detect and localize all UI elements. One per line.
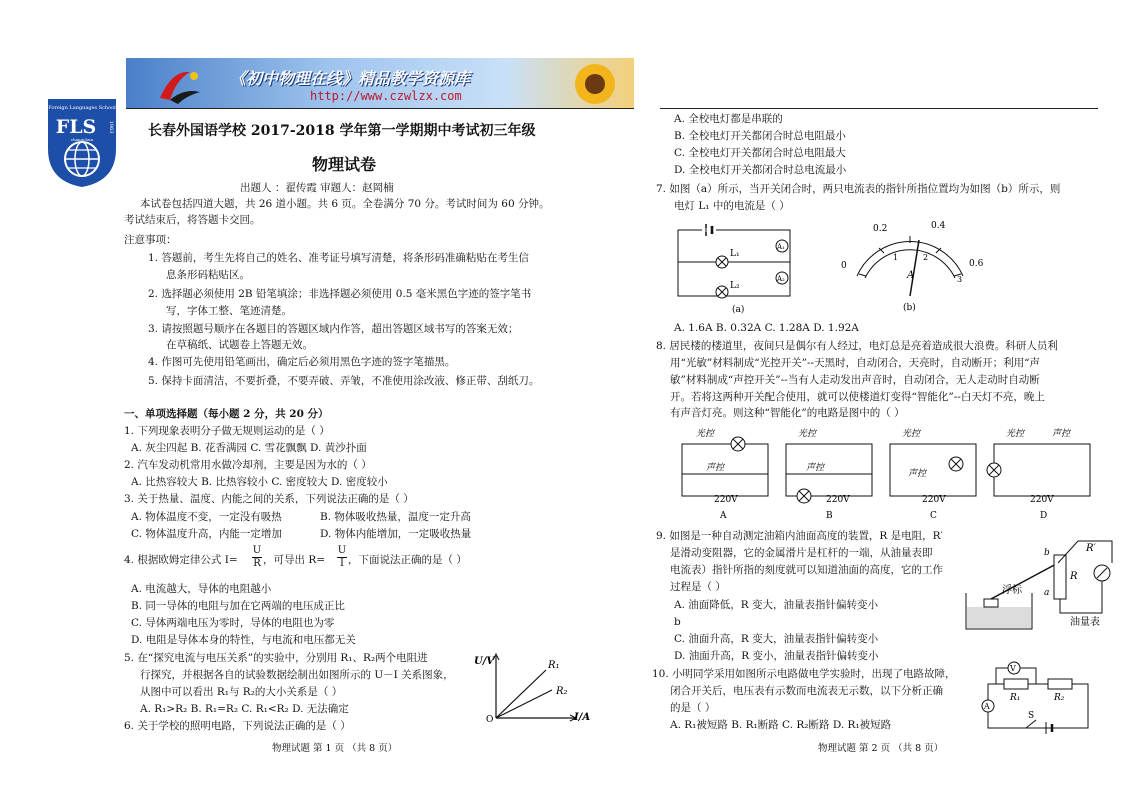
footer-left: 物理试题 第 1 页 （共 8 页） — [272, 743, 398, 754]
svg-text:R₂: R₂ — [1054, 693, 1065, 703]
svg-text:A₁: A₁ — [777, 243, 785, 251]
svg-text:1: 1 — [893, 253, 899, 262]
svg-text:A₂: A₂ — [777, 275, 785, 283]
svg-text:(a): (a) — [732, 305, 745, 315]
svg-text:220V: 220V — [922, 495, 946, 505]
q10-circuit — [980, 660, 1098, 736]
svg-text:2: 2 — [923, 253, 929, 262]
svg-text:声控: 声控 — [706, 463, 725, 473]
q6-option-b: B. 全校电灯开关都闭合时总电阻最小 — [674, 130, 846, 142]
svg-text:0.4: 0.4 — [931, 221, 946, 231]
notice-1a: 1. 答题前，考生先将自己的姓名、准考证号填写清楚，将条形码准确粘贴在考生信 — [148, 252, 529, 264]
svg-text:V: V — [1010, 664, 1016, 673]
q8-circuits — [676, 424, 1096, 520]
banner-url: http://www.czwlzx.com — [310, 89, 462, 103]
notice-4: 4. 作图可先使用铅笔画出，确定后必须用黑色字迹的签字笔描黑。 — [148, 356, 456, 368]
exam-title: 长春外国语学校 2017-2018 学年第一学期期中考试初三年级 — [148, 123, 536, 139]
notice-2b: 写，字体工整、笔迹清楚。 — [166, 305, 292, 317]
q8-line5: 有声音灯亮。则这种“智能化”的电路是图中的（ ） — [670, 407, 905, 419]
svg-text:(b): (b) — [903, 303, 916, 313]
q3-stem: 3. 关于热量、温度、内能之间的关系，下列说法正确的是（ ） — [124, 493, 414, 505]
q5-ui-graph — [472, 650, 592, 722]
svg-text:a: a — [1044, 588, 1050, 598]
q9-option-a: A. 油面降低，R 变大，油量表指针偏转变小 — [674, 599, 879, 611]
q2-stem: 2. 汽车发动机常用水做冷却剂，主要是因为水的（ ） — [124, 459, 372, 471]
banner-title: 《初中物理在线》精品教学资源库 — [230, 69, 471, 88]
q9-line3: 电流表）指针所指的刻度就可以知道油面的高度，它的工作 — [670, 564, 943, 576]
svg-text:0.2: 0.2 — [873, 224, 888, 234]
svg-text:220V: 220V — [1030, 495, 1054, 505]
q4-stem-a: 4. 根据欧姆定律公式 I= — [124, 554, 238, 566]
svg-text:B: B — [826, 511, 833, 520]
banner-logo-icon — [150, 62, 205, 106]
footer-right: 物理试题 第 2 页 （共 8 页） — [818, 743, 944, 754]
q9-option-d: D. 油面升高，R 变小，油量表指针偏转变小 — [674, 650, 879, 662]
q7-options: A. 1.6A B. 0.32A C. 1.28A D. 1.92A — [674, 322, 859, 334]
q4-stem-b: ，可导出 R= — [263, 554, 326, 566]
q6-stem: 6. 关于学校的照明电路，下列说法正确的是（ ） — [124, 720, 351, 732]
svg-text:光控: 光控 — [798, 429, 817, 439]
q4-fraction-2: U I — [337, 545, 347, 569]
q6-option-d: D. 全校电灯开关都闭合时总电流最小 — [674, 164, 847, 176]
q9-line1: 9. 如图是一种自动测定油箱内油面高度的装置，R 是电阻，R′ — [656, 530, 943, 542]
q4-option-a: A. 电流越大，导体的电阻越小 — [131, 583, 272, 595]
q9-line4: 过程是（ ） — [670, 581, 726, 593]
q3-option-b: B. 物体吸收热量，温度一定升高 — [320, 511, 471, 523]
svg-text:0: 0 — [841, 261, 847, 271]
svg-text:FLS: FLS — [55, 116, 97, 138]
school-logo — [46, 97, 118, 189]
svg-text:光控: 光控 — [1006, 429, 1025, 439]
svg-text:D: D — [1040, 511, 1048, 520]
svg-text:b: b — [1044, 548, 1050, 558]
svg-text:220V: 220V — [826, 495, 850, 505]
q1-options: A. 灰尘四起 B. 花香满园 C. 雪花飘飘 D. 黄沙扑面 — [131, 442, 367, 454]
q3-option-d: D. 物体内能增加，一定吸收热量 — [320, 528, 472, 540]
q10-line2: 闭合开关后，电压表有示数而电流表无示数，以下分析正确 — [670, 685, 943, 697]
svg-text:R₁: R₁ — [548, 660, 560, 671]
svg-text:光控: 光控 — [902, 429, 921, 439]
notice-3a: 3. 请按照题号顺序在各题目的答题区域内作答，超出答题区域书写的答案无效； — [148, 323, 519, 335]
q5-line1: 5. 在“探究电流与电压关系”的实验中，分别用 R₁、R₂两个电阻进 — [124, 652, 428, 664]
q3-option-c: C. 物体温度升高，内能一定增加 — [131, 528, 282, 540]
svg-text:O: O — [486, 715, 494, 722]
q1-stem: 1. 下列现象表明分子做无规则运动的是（ ） — [124, 425, 330, 437]
svg-text:油量表: 油量表 — [1070, 617, 1100, 628]
header-rule — [126, 108, 634, 109]
q5-line2: 行探究，并根据各自的试验数据绘制出如图所示的 U－I 关系图象， — [140, 669, 454, 681]
svg-text:A: A — [907, 270, 915, 281]
q6-option-a: A. 全校电灯都是串联的 — [674, 113, 783, 125]
svg-text:声控: 声控 — [806, 463, 825, 473]
svg-text:changchun: changchun — [70, 137, 94, 142]
q4-fraction-1: U R — [252, 545, 262, 569]
svg-text:1963: 1963 — [108, 120, 114, 134]
svg-text:R₂: R₂ — [556, 686, 568, 697]
svg-text:A: A — [720, 511, 727, 520]
svg-text:声控: 声控 — [1052, 429, 1071, 439]
q7-line1: 7. 如图（a）所示，当开关闭合时，两只电流表的指针所指位置均为如图（b）所示，则 — [656, 183, 1061, 195]
svg-text:220V: 220V — [714, 495, 738, 505]
q2-options: A. 比热容较大 B. 比热容较小 C. 密度较大 D. 密度较小 — [131, 476, 388, 488]
q5-options: A. R₁>R₂ B. R₁=R₂ C. R₁<R₂ D. 无法确定 — [140, 703, 349, 715]
q4-option-c: C. 导体两端电压为零时，导体的电阻也为零 — [131, 617, 335, 629]
svg-text:0.6: 0.6 — [969, 259, 984, 269]
authors: 出题人 ：翟传霞 审题人：赵岡楠 — [240, 182, 394, 194]
q3-option-a: A. 物体温度不变，一定没有吸热 — [131, 511, 282, 523]
q7-circuit-a — [670, 220, 800, 316]
svg-text:3: 3 — [957, 275, 963, 284]
notice-5: 5. 保持卡面清洁，不要折叠，不要弄破、弄皱，不准使用涂改液、修正带、刮纸刀。 — [148, 375, 540, 387]
q6-option-c: C. 全校电灯开关都闭合时总电阻最大 — [674, 147, 846, 159]
q7-line2: 电灯 L₁ 中的电流是（ ） — [674, 200, 790, 212]
notice-2a: 2. 选择题必须使用 2B 铅笔填涂；非选择题必须使用 0.5 毫米黑色字迹的签字笔书 — [148, 288, 532, 300]
svg-text:I/A: I/A — [574, 712, 591, 722]
svg-text:L₁: L₁ — [730, 249, 740, 259]
q4-option-b: B. 同一导体的电阻与加在它两端的电压成正比 — [131, 600, 345, 612]
svg-text:Foreign Languages School: Foreign Languages School — [48, 105, 116, 111]
q8-line3: 敏”材料制成“声控开关”--当有人走动发出声音时，自动闭合，无人走动时自动断 — [670, 374, 1040, 386]
q8-line4: 开。若将这两种开关配合使用，就可以使楼道灯变得“智能化”--白天灯不亮，晚上 — [670, 391, 1045, 403]
sunflower-icon — [555, 58, 634, 108]
svg-text:光控: 光控 — [696, 429, 715, 439]
q5-line3: 从图中可以看出 R₁与 R₂的大小关系是（ ） — [140, 686, 343, 698]
svg-text:声控: 声控 — [908, 469, 927, 479]
intro-line2: 考试结束后，将答题卡交回。 — [124, 214, 261, 226]
svg-text:R′: R′ — [1086, 543, 1096, 554]
q9-fuel-gauge-diagram — [962, 533, 1122, 637]
svg-text:R₁: R₁ — [1010, 693, 1021, 703]
q4-option-d: D. 电阻是导体本身的特性，与电流和电压都无关 — [131, 634, 356, 646]
q8-line1: 8. 居民楼的楼道里，夜间只是偶尔有人经过，电灯总是亮着造成很大浪费。科研人员利 — [656, 340, 1058, 352]
q10-line1: 10. 小明同学采用如图所示电路做电学实验时，出现了电路故障， — [652, 668, 956, 680]
svg-text:C: C — [930, 511, 937, 520]
svg-text:A: A — [984, 702, 990, 711]
q9-line2: 是滑动变阻器，它的金属滑片是杠杆的一端，从油量表即 — [670, 547, 933, 559]
svg-text:R: R — [1070, 571, 1078, 582]
q7-ammeter-dial — [835, 218, 985, 318]
q9-option-c: C. 油面升高，R 变大，油量表指针偏转变小 — [674, 633, 879, 645]
notice-title: 注意事项： — [124, 234, 177, 246]
intro-line1: 本试卷包括四道大题，共 26 道小题。共 6 页。全卷满分 70 分。考试时间为 60 分钟。 — [140, 198, 550, 210]
svg-text:浮标: 浮标 — [1002, 585, 1022, 596]
svg-text:L₂: L₂ — [730, 281, 740, 291]
svg-text:S: S — [1028, 711, 1035, 721]
subject-title: 物理试卷 — [312, 155, 377, 174]
q10-options: A. R₁被短路 B. R₁断路 C. R₂断路 D. R₁被短路 — [670, 719, 892, 731]
notice-3b: 在草稿纸、试题卷上答题无效。 — [166, 339, 313, 351]
q8-line2: 用“光敏”材料制成“光控开关”--天黑时，自动闭合，天亮时，自动断开；利用“声 — [670, 357, 1040, 369]
q10-line3: 的是（ ） — [670, 702, 716, 714]
q4-stem-c: ，下面说法正确的是（ ） — [348, 554, 467, 566]
header-rule-right — [660, 108, 1098, 109]
section1-title: 一、单项选择题（每小题 2 分，共 20 分） — [124, 408, 329, 420]
q9-option-b: b — [674, 616, 681, 628]
notice-1b: 息条形码粘贴区。 — [166, 269, 250, 281]
svg-text:U/V: U/V — [474, 656, 495, 667]
